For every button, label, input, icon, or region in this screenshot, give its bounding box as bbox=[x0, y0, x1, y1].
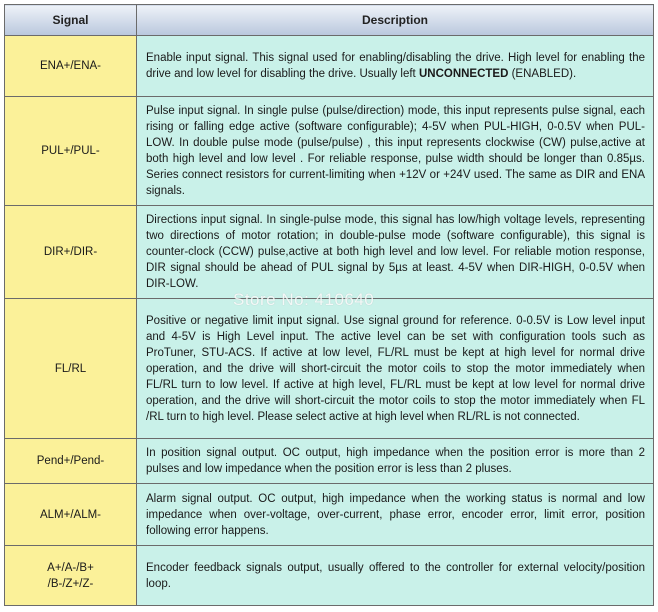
signal-cell bbox=[5, 546, 137, 606]
description-text: Enable input signal. This signal used for enabling/disabling the drive. High level for enabling the drive and low level for disabling the drive. Usually left bbox=[146, 52, 645, 80]
signal-cell: ALM+/ALM- bbox=[5, 484, 137, 546]
description-bold: UNCONNECTED bbox=[418, 68, 509, 80]
header-description: Description bbox=[137, 5, 654, 36]
description-cell: Positive or negative limit input signal. Use signal ground for reference. 0-0.5V is Low level input and 4-5V is High Level input. The active level can be set with configuration tools such as ProTuner, STU-ACS. If active at low level, FL/RL must be kept at high level for normal drive operation, and the drive will short-circuit the motor coils to stop the motor immediately when FL/RL turn to low level. If active at high level, FL/RL must be kept at low level for normal drive operation, and the drive will short-circuit the motor coils to stop the motor immediately when FL /RL turn to high level. Please select active at high level when RL/RL is not connected. bbox=[137, 299, 654, 439]
signal-table bbox=[4, 4, 654, 606]
signal-line: A+/A-/B+ bbox=[47, 561, 94, 574]
description-cell bbox=[137, 36, 654, 97]
table-header-row bbox=[5, 5, 654, 36]
signal-line: /B-/Z+/Z- bbox=[47, 577, 94, 590]
table-row bbox=[5, 546, 654, 606]
table-row bbox=[5, 36, 654, 97]
signal-cell: PUL+/PUL- bbox=[5, 97, 137, 206]
description-cell: In position signal output. OC output, high impedance when the position error is more than 2 pulses and low impedance when the position error is less than 2 pluses. bbox=[137, 439, 654, 484]
table-row bbox=[5, 439, 654, 484]
header-signal: Signal bbox=[5, 5, 137, 36]
description-cell: Directions input signal. In single-pulse mode, this signal has low/high voltage levels, representing two directions of motor rotation; in double-pulse mode (software configurable), this signal is counter-clock (CCW) pulse,active at both high level and low level. For reliable motion response, DIR signal should be ahead of PUL signal by 5µs at least. 4-5V when DIR-HIGH, 0-0.5V when DIR-LOW. bbox=[137, 206, 654, 299]
table-row bbox=[5, 97, 654, 206]
signal-cell: Pend+/Pend- bbox=[5, 439, 137, 484]
signal-cell: FL/RL bbox=[5, 299, 137, 439]
signal-cell: DIR+/DIR- bbox=[5, 206, 137, 299]
table-row bbox=[5, 484, 654, 546]
signal-cell: ENA+/ENA- bbox=[5, 36, 137, 97]
description-cell: Pulse input signal. In single pulse (pulse/direction) mode, this input represents pulse signal, each rising or falling edge active (software configurable); 4-5V when PUL-HIGH, 0-0.5V when PUL-LOW. In double pulse mode (pulse/pulse) , this input represents clockwise (CW) pulse,active at both high level and low level . For reliable response, pulse width should be longer than 0.85µs. Series connect resistors for current-limiting when +12V or +24V used. The same as DIR and ENA signals. bbox=[137, 97, 654, 206]
description-cell: Alarm signal output. OC output, high impedance when the working status is normal and low impedance when over-voltage, over-current, phase error, encoder error, limit error, position following error happens. bbox=[137, 484, 654, 546]
description-text: (ENABLED). bbox=[508, 68, 577, 80]
table-row bbox=[5, 206, 654, 299]
watermark-text: Store No: 410640 bbox=[233, 290, 375, 309]
table-row bbox=[5, 299, 654, 439]
description-cell: Encoder feedback signals output, usually offered to the controller for external velocity/position loop. bbox=[137, 546, 654, 606]
